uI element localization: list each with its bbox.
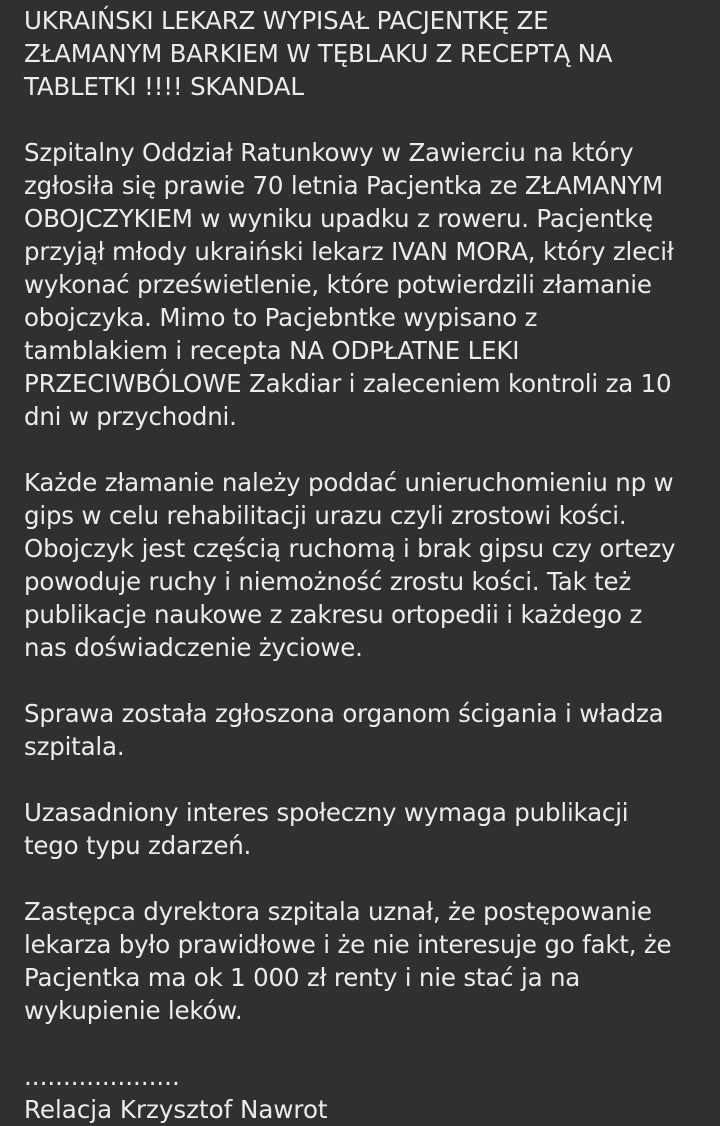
paragraph-medical-explanation: Każde złamanie należy poddać unieruchomieniu np w gips w celu rehabilitacji urazu czyli zrostowi kości. Obojczyk jest częścią ruchomą i brak gipsu czy ortezy powoduje ruchy i niemożność zrostu kości. Tak też publikacje naukowe z zakresu ortopedii i każdego z nas doświadczenie życiowe. [24, 468, 676, 662]
paragraph-incident: Szpitalny Oddział Ratunkowy w Zawierciu na który zgłosiła się prawie 70 letnia Pacjentka ze ZŁAMANYM OBOJCZYKIEM w wyniku upadku z roweru. Pacjentkę przyjął młody ukraiński lekarz IVAN MORA, który zlecił wykonać prześwietlenie, które potwierdzili złamanie obojczyka. Mimo to Pacjebntke wypisano z tamblakiem i recepta NA ODPŁATNE LEKI PRZECIWBÓLOWE Zakdiar i zaleceniem kontroli za 10 dni w przychodni. [24, 138, 674, 431]
author-signature: Relacja Krzysztof Nawrot [24, 1095, 328, 1124]
dotted-separator: .................... [24, 1062, 180, 1091]
post-title: UKRAIŃSKI LEKARZ WYPISAŁ PACJENTKĘ ZE ZŁAMANYM BARKIEM W TĘBLAKU Z RECEPTĄ NA TABLETKI !!!! SKANDAL [24, 6, 613, 101]
paragraph-director-response: Zastępca dyrektora szpitala uznał, że postępowanie lekarza było prawidłowe i że nie interesuje go fakt, że Pacjentka ma ok 1 000 zł renty i nie stać ja na wykupienie leków. [24, 897, 672, 1025]
paragraph-reported: Sprawa została zgłoszona organom ścigania i władza szpitala. [24, 699, 664, 761]
paragraph-public-interest: Uzasadniony interes społeczny wymaga publikacji tego typu zdarzeń. [24, 798, 629, 860]
